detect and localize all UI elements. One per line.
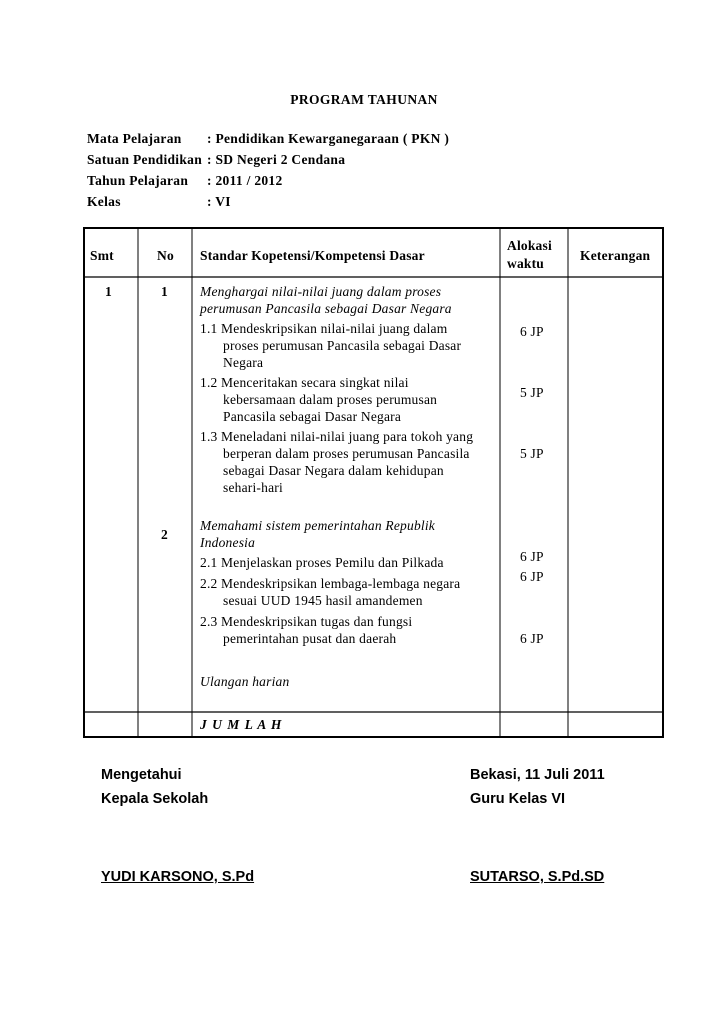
info-value: : VI: [207, 194, 231, 209]
sign-left-name: YUDI KARSONO, S.Pd: [101, 869, 255, 885]
info-mata-pelajaran: [87, 131, 450, 147]
jumlah-label: J U M L A H: [200, 717, 283, 732]
info-label: Mata Pelajaran: [87, 131, 182, 146]
kd-1-3-line: sebagai Dasar Negara dalam kehidupan: [223, 463, 444, 478]
kd-1-2-line: 1.2 Menceritakan secara singkat nilai: [200, 375, 409, 390]
header-alokasi: Alokasi: [507, 238, 552, 253]
kd-2-2-line: 2.2 Mendeskripsikan lembaga-lembaga negara: [200, 576, 461, 591]
kd-1-1-line: Negara: [223, 355, 264, 370]
sign-left-line1: Mengetahui: [101, 767, 182, 783]
jp-1-1: 6 JP: [520, 324, 544, 339]
jp-2-1: 6 JP: [520, 549, 544, 564]
sign-right-line2: Guru Kelas VI: [470, 791, 566, 807]
info-kelas: [87, 194, 231, 210]
kd-2-3-line: pemerintahan pusat dan daerah: [223, 631, 397, 646]
kd-2-1-line: 2.1 Menjelaskan proses Pemilu dan Pilkada: [200, 555, 444, 570]
header-keterangan: Keterangan: [580, 248, 651, 263]
cell-no-1: 1: [161, 284, 168, 299]
ulangan-harian: Ulangan harian: [200, 674, 290, 689]
info-value: : 2011 / 2012: [207, 173, 283, 188]
sk1-title-line: perumusan Pancasila sebagai Dasar Negara: [200, 301, 452, 316]
sign-right-name: SUTARSO, S.Pd.SD: [470, 869, 605, 885]
jp-2-2: 6 JP: [520, 569, 544, 584]
info-tahun-pelajaran: [87, 173, 283, 189]
info-satuan-pendidikan: [87, 152, 346, 168]
kd-1-3-line: berperan dalam proses perumusan Pancasila: [223, 446, 470, 461]
kd-1-2-line: Pancasila sebagai Dasar Negara: [223, 409, 402, 424]
cell-smt: 1: [105, 284, 112, 299]
header-waktu: waktu: [507, 256, 545, 271]
sk2-title-line: Memahami sistem pemerintahan Republik: [200, 518, 435, 533]
info-label: Tahun Pelajaran: [87, 173, 189, 188]
info-label: Satuan Pendidikan: [87, 152, 203, 167]
cell-no-2: 2: [161, 527, 168, 542]
header-smt: Smt: [90, 248, 114, 263]
info-value: : Pendidikan Kewarganegaraan ( PKN ): [207, 131, 450, 146]
info-value: : SD Negeri 2 Cendana: [207, 152, 346, 167]
jp-2-3: 6 JP: [520, 631, 544, 646]
jp-1-2: 5 JP: [520, 385, 544, 400]
sign-left-line2: Kepala Sekolah: [101, 791, 209, 807]
kd-1-1-line: 1.1 Mendeskripsikan nilai-nilai juang dalam: [200, 321, 448, 336]
kd-1-1-line: proses perumusan Pancasila sebagai Dasar: [223, 338, 462, 353]
kd-1-2-line: kebersamaan dalam proses perumusan: [223, 392, 438, 407]
sk1-title-line: Menghargai nilai-nilai juang dalam proses: [200, 284, 442, 299]
info-label: Kelas: [87, 194, 121, 209]
jp-1-3: 5 JP: [520, 446, 544, 461]
page-title: PROGRAM TAHUNAN: [290, 92, 438, 107]
kd-2-3-line: 2.3 Mendeskripsikan tugas dan fungsi: [200, 614, 413, 629]
header-sk: Standar Kopetensi/Kompetensi Dasar: [200, 248, 425, 263]
header-no: No: [157, 248, 174, 263]
sign-right-line1: Bekasi, 11 Juli 2011: [470, 767, 605, 783]
kd-1-3-line: 1.3 Meneladani nilai-nilai juang para tokoh yang: [200, 429, 474, 444]
kd-2-2-line: sesuai UUD 1945 hasil amandemen: [223, 593, 423, 608]
sk2-title-line: Indonesia: [200, 535, 256, 550]
kd-1-3-line: sehari-hari: [223, 480, 283, 495]
